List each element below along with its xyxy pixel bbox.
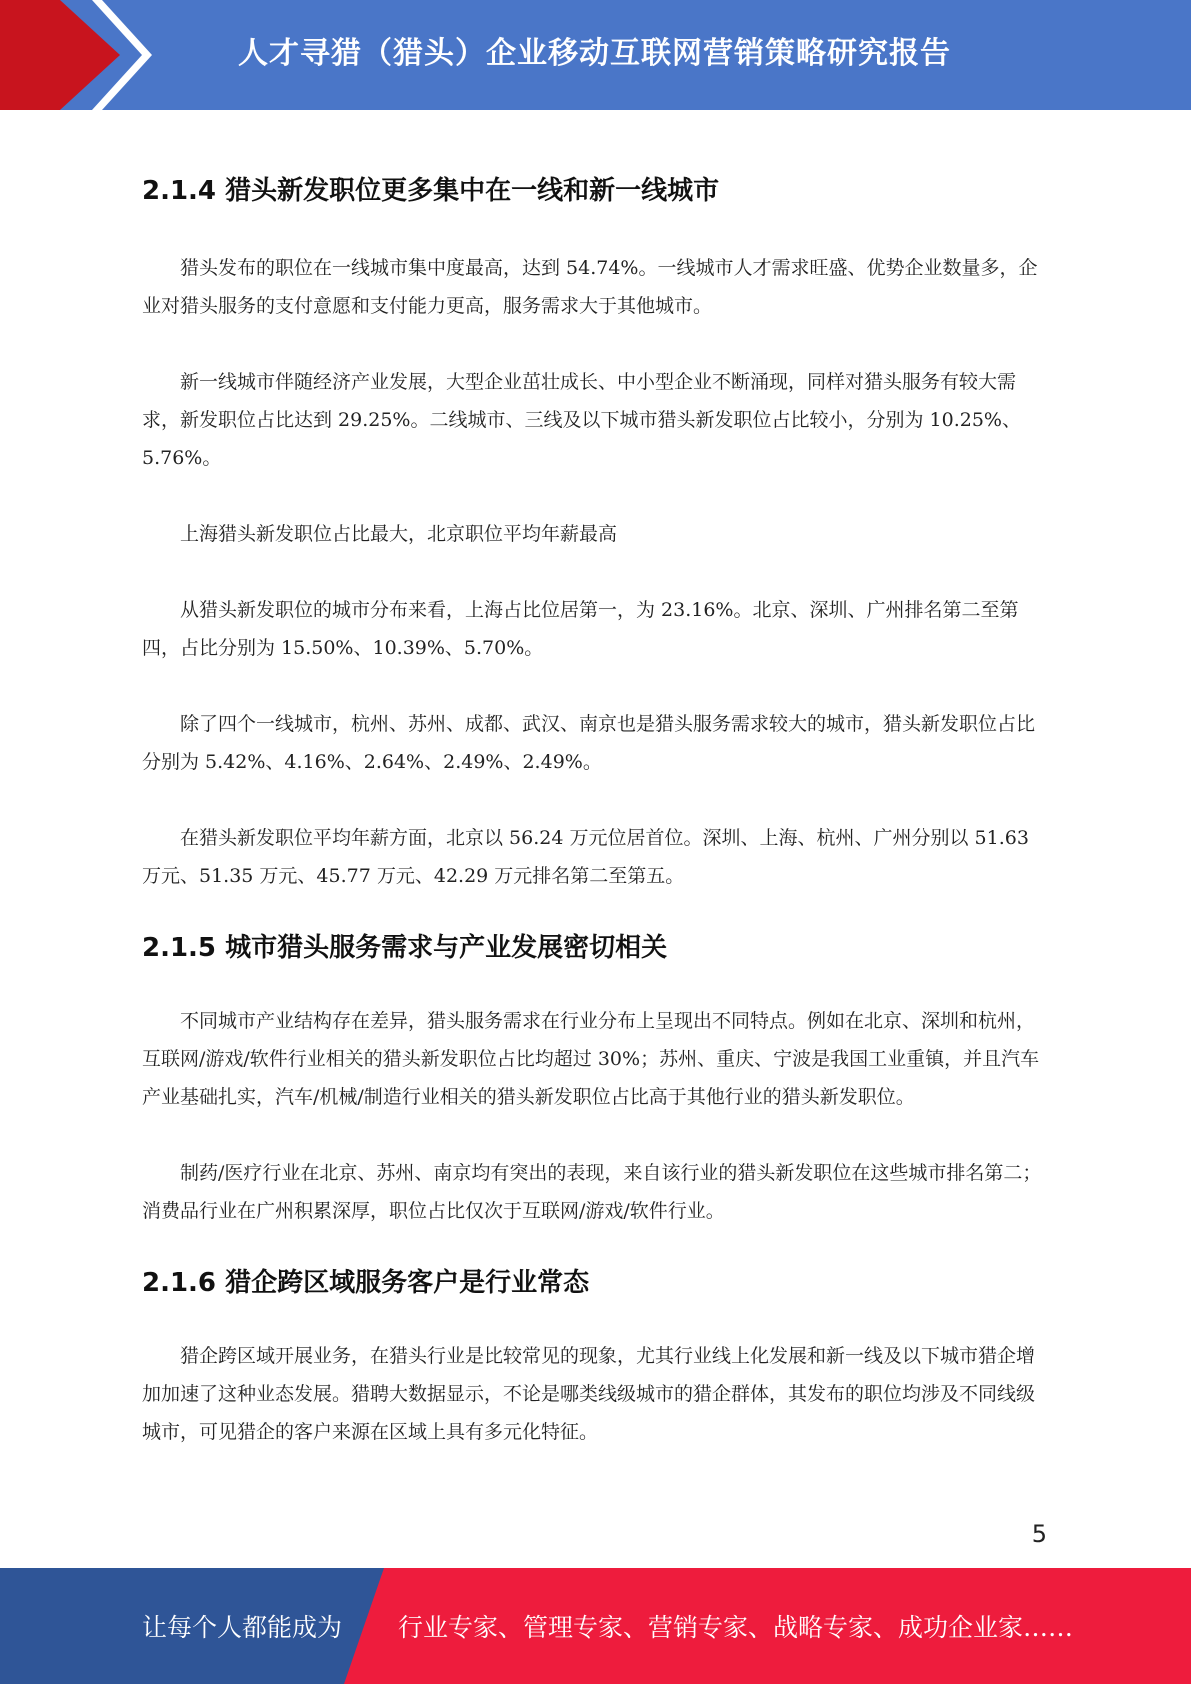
paragraph: 不同城市产业结构存在差异，猎头服务需求在行业分布上呈现出不同特点。例如在北京、深圳和杭州，互联网/游戏/软件行业相关的猎头新发职位占比均超过 30%；苏州、重庆、宁波是我国工业重镇，并且汽车产业基础扎实，汽车/机械/制造行业相关的猎头新发职位占比高于其他行业的猎头新发职位。 (142, 1010, 1040, 1108)
page-footer (0, 1568, 1191, 1684)
page-number: 5 (1031, 1520, 1047, 1548)
paragraph: 猎企跨区域开展业务，在猎头行业是比较常见的现象，尤其行业线上化发展和新一线及以下城市猎企增加加速了这种业态发展。猎聘大数据显示，不论是哪类线级城市的猎企群体，其发布的职位均涉及不同线级城市，可见猎企的客户来源在区域上具有多元化特征。 (142, 1345, 1036, 1443)
page-header (0, 0, 1191, 110)
paragraph: 制药/医疗行业在北京、苏州、南京均有突出的表现，来自该行业的猎头新发职位在这些城市排名第二；消费品行业在广州积累深厚，职位占比仅次于互联网/游戏/软件行业。 (142, 1162, 1042, 1222)
paragraph: 猎头发布的职位在一线城市集中度最高，达到 54.74%。一线城市人才需求旺盛、优势企业数量多，企业对猎头服务的支付意愿和支付能力更高，服务需求大于其他城市。 (142, 257, 1038, 317)
report-title: 人才寻猎（猎头）企业移动互联网营销策略研究报告 (238, 36, 951, 71)
footer-slogan-right: 行业专家、管理专家、营销专家、战略专家、成功企业家…… (398, 1613, 1074, 1642)
footer-slogan-left: 让每个人都能成为 (142, 1613, 343, 1642)
section-heading-2-1-5: 2.1.5 城市猎头服务需求与产业发展密切相关 (142, 933, 668, 963)
paragraph: 除了四个一线城市，杭州、苏州、成都、武汉、南京也是猎头服务需求较大的城市，猎头新发职位占比分别为 5.42%、4.16%、2.64%、2.49%、2.49%。 (142, 713, 1036, 773)
main-content (142, 160, 1047, 1451)
paragraph: 在猎头新发职位平均年薪方面，北京以 56.24 万元位居首位。深圳、上海、杭州、广州分别以 51.63 万元、51.35 万元、45.77 万元、42.29 万元排名第二至第五。 (142, 827, 1029, 887)
paragraph: 从猎头新发职位的城市分布来看，上海占比位居第一，为 23.16%。北京、深圳、广州排名第二至第四，占比分别为 15.50%、10.39%、5.70%。 (142, 599, 1019, 659)
paragraph-subtitle: 上海猎头新发职位占比最大，北京职位平均年薪最高 (180, 523, 618, 545)
paragraph: 新一线城市伴随经济产业发展，大型企业茁壮成长、中小型企业不断涌现，同样对猎头服务有较大需求，新发职位占比达到 29.25%。二线城市、三线及以下城市猎头新发职位占比较小，分别为 10.25%、5.76%。 (142, 371, 1021, 469)
section-heading-2-1-6: 2.1.6 猎企跨区域服务客户是行业常态 (142, 1268, 590, 1298)
section-heading-2-1-4: 2.1.4 猎头新发职位更多集中在一线和新一线城市 (142, 176, 720, 206)
